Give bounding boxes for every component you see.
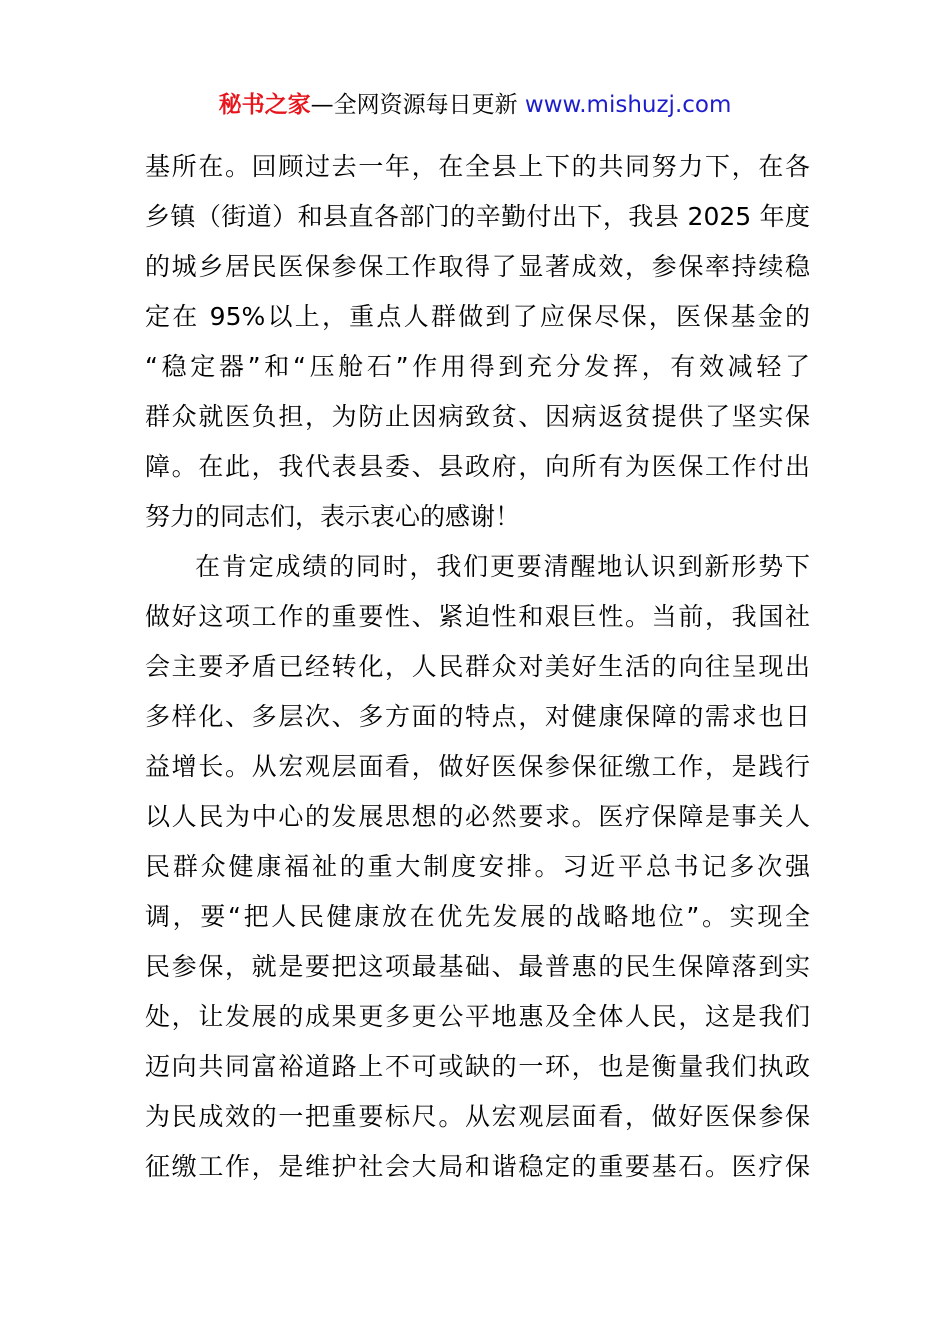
text-line: 征缴工作，是维护社会大局和谐稳定的重要基石。医疗保 [145,1152,810,1181]
text-line: 做好这项工作的重要性、紧迫性和艰巨性。当前，我国社 [145,602,810,631]
site-tagline: —全网资源每日更新 [310,92,518,118]
text-line: 处，让发展的成果更多更公平地惠及全体人民，这是我们 [145,1002,810,1031]
text-line: 迈向共同富裕道路上不可或缺的一环，也是衡量我们执政 [145,1052,810,1081]
text-line: 乡镇（街道）和县直各部门的辛勤付出下，我县 2025 年度 [145,202,810,231]
site-url-link[interactable]: www.mishuzj.com [524,92,732,118]
text-line: 益增长。从宏观层面看，做好医保参保征缴工作，是践行 [145,752,810,781]
text-line: 群众就医负担，为防止因病致贫、因病返贫提供了坚实保 [145,402,810,431]
site-brand: 秘书之家 [218,92,311,118]
text-line: 以人民为中心的发展思想的必然要求。医疗保障是事关人 [145,802,810,831]
text-line: 民参保，就是要把这项最基础、最普惠的民生保障落到实 [145,952,810,981]
text-line: 基所在。回顾过去一年，在全县上下的共同努力下，在各 [145,152,810,181]
text-line: 为民成效的一把重要标尺。从宏观层面看，做好医保参保 [145,1102,810,1131]
document-body [145,142,810,1192]
text-line: 民群众健康福祉的重大制度安排。习近平总书记多次强 [145,852,810,881]
text-line: 定在 95%以上，重点人群做到了应保尽保，医保基金的 [145,302,810,331]
text-line: “稳定器”和“压舱石”作用得到充分发挥，有效减轻了 [145,352,810,381]
page-header [0,88,950,122]
text-line: 努力的同志们，表示衷心的感谢！ [145,502,521,531]
text-line: 的城乡居民医保参保工作取得了显著成效，参保率持续稳 [145,252,810,281]
text-line: 在肯定成绩的同时，我们更要清醒地认识到新形势下 [195,552,810,581]
text-line: 调，要“把人民健康放在优先发展的战略地位”。实现全 [145,902,810,931]
text-line: 障。在此，我代表县委、县政府，向所有为医保工作付出 [145,452,810,481]
text-line: 多样化、多层次、多方面的特点，对健康保障的需求也日 [145,702,810,731]
text-line: 会主要矛盾已经转化，人民群众对美好生活的向往呈现出 [145,652,810,681]
